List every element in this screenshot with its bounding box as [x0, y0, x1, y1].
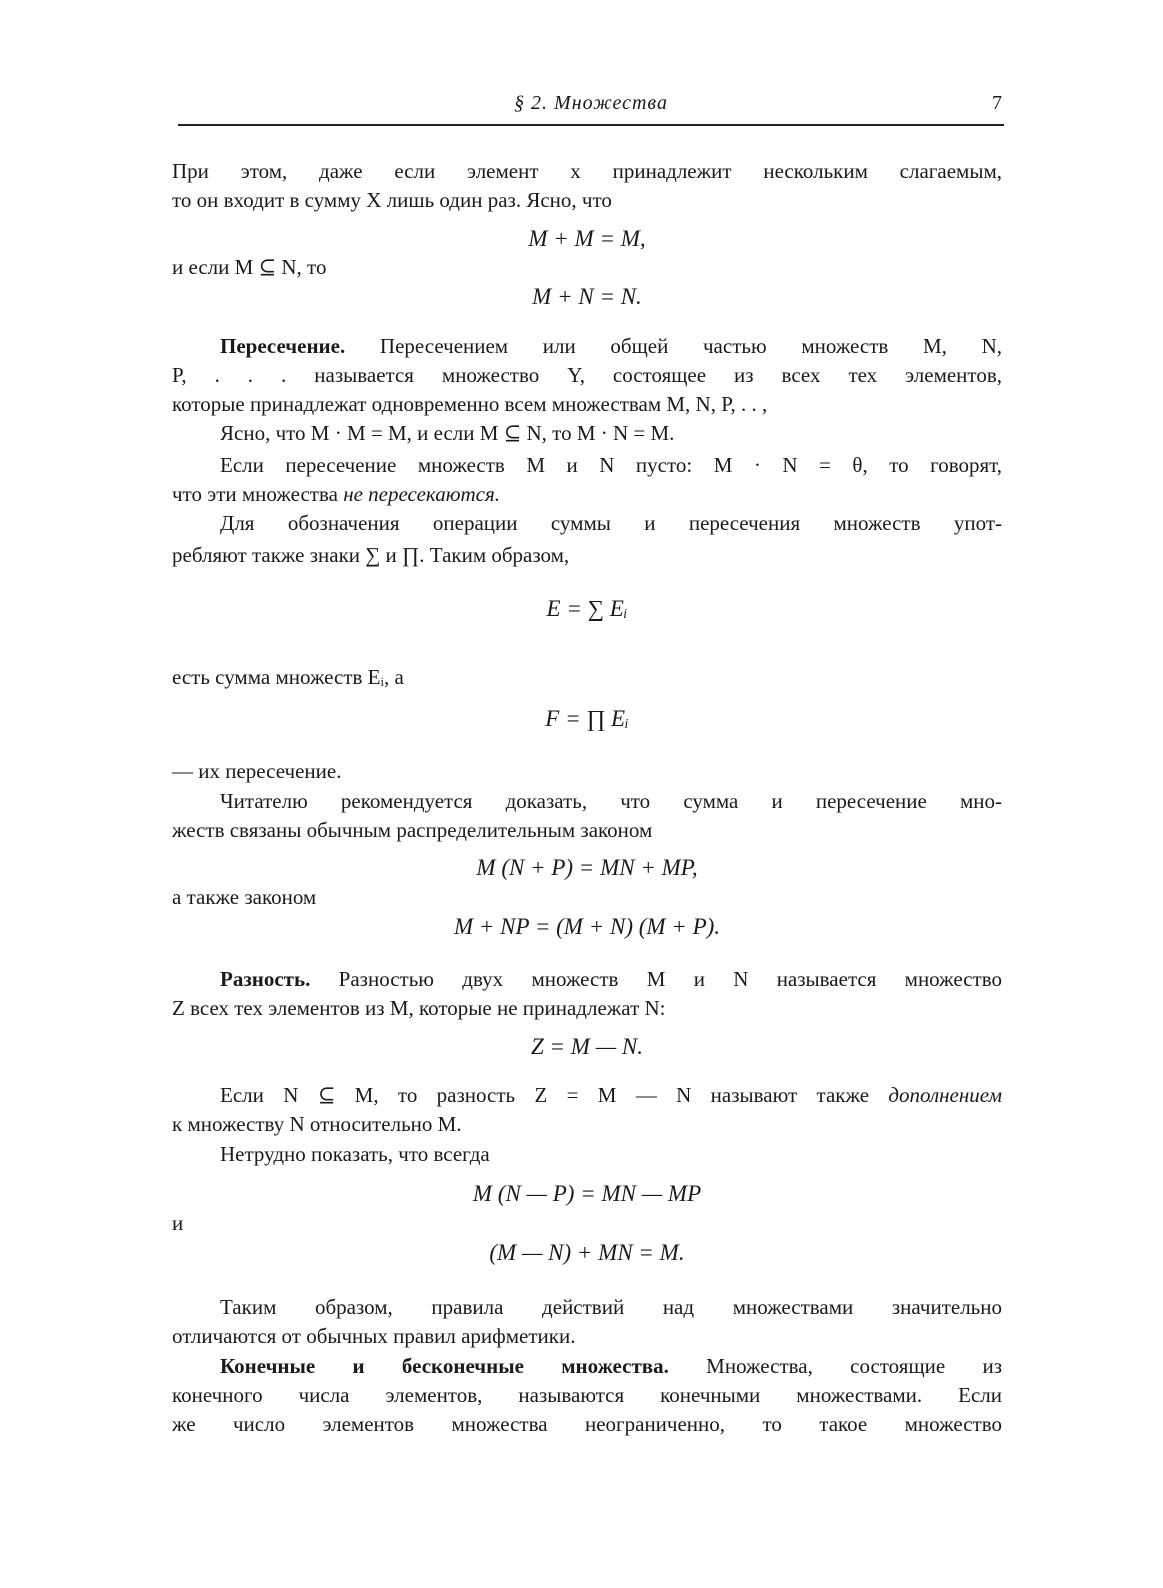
text-line: Для обозначения операции суммы и пересечения множеств упот-	[220, 511, 1002, 535]
formula-second-law: M + NP = (M + N) (M + P).	[453, 914, 721, 939]
formula-sum-subset: M + N = N.	[532, 284, 642, 309]
text-line: Z всех тех элементов из M, которые не принадлежат N:	[172, 996, 666, 1020]
text-line: Ясно, что M · M = M, и если M ⊆ N, то M · N = M.	[220, 421, 675, 445]
text-line-with-emphasis	[172, 479, 500, 509]
text-line: то он входит в сумму X лишь один раз. Ясно, что	[172, 188, 612, 212]
text-line: которые принадлежат одновременно всем множествам M, N, P, . . ,	[172, 392, 768, 416]
text-line: Читателю рекомендуется доказать, что сумма и пересечение мно-	[220, 789, 1002, 813]
formula-sum-idempotent: M + M = M,	[528, 226, 646, 251]
text-line: При этом, даже если элемент x принадлежит нескольким слагаемым,	[172, 159, 1002, 183]
text-line: конечного числа элементов, называются конечными множествами. Если	[172, 1383, 1002, 1407]
text-line: и	[172, 1211, 184, 1235]
page-header	[178, 92, 1004, 126]
emphasis-term: не пересекаются.	[343, 482, 501, 506]
text-line: же число элементов множества неограниченно, то такое множество	[172, 1412, 1002, 1436]
text-line: Нетрудно показать, что всегда	[220, 1142, 490, 1166]
text-line: жеств связаны обычным распределительным законом	[172, 818, 653, 842]
formula-difference-identity: (M — N) + MN = M.	[489, 1240, 685, 1265]
section-term: Конечные и бесконечные множества.	[220, 1354, 669, 1378]
page-number: 7	[992, 92, 1002, 114]
text-span: Пересечением или общей частью множеств M, N,	[379, 334, 1003, 358]
formula-sum-notation: E = ∑ Eᵢ	[546, 596, 628, 621]
formula-difference: Z = M — N.	[530, 1034, 643, 1059]
formula-distributive-law: M (N + P) = MN + MP,	[476, 855, 698, 880]
text-line: P, . . . называется множество Y, состоящее из всех тех элементов,	[172, 363, 1002, 387]
paragraph-difference	[220, 964, 1002, 994]
formula-product-notation: F = ∏ Eᵢ	[545, 706, 629, 731]
text-span: Множества, состоящие из	[706, 1354, 1002, 1378]
paragraph-finite-sets	[220, 1351, 1002, 1381]
text-span: что эти множества	[172, 482, 338, 506]
section-term: Пересечение.	[220, 334, 346, 358]
running-title: § 2. Множества	[514, 92, 668, 114]
text-line: ребляют также знаки ∑ и ∏. Таким образом,	[172, 543, 570, 567]
text-line: к множеству N относительно M.	[172, 1112, 462, 1136]
text-span: Если N ⊆ M, то разность Z = M — N называют также	[220, 1083, 870, 1107]
section-term: Разность.	[220, 967, 311, 991]
paragraph-intersection	[220, 331, 1002, 361]
text-span: Разностью двух множеств M и N называется множество	[338, 967, 1003, 991]
text-line: Если пересечение множеств M и N пусто: M · N = θ, то говорят,	[220, 453, 1002, 477]
text-line: отличаются от обычных правил арифметики.	[172, 1324, 576, 1348]
emphasis-term: дополнением	[888, 1083, 1002, 1107]
text-line: — их пересечение.	[172, 759, 342, 783]
text-line: Таким образом, правила действий над множествами значительно	[220, 1295, 1002, 1319]
text-line: и если M ⊆ N, то	[172, 255, 327, 279]
text-line: а также законом	[172, 885, 317, 909]
formula-difference-distributive: M (N — P) = MN — MP	[472, 1181, 702, 1206]
text-line-with-emphasis	[220, 1080, 1002, 1110]
text-line: есть сумма множеств Eᵢ, а	[172, 665, 404, 689]
